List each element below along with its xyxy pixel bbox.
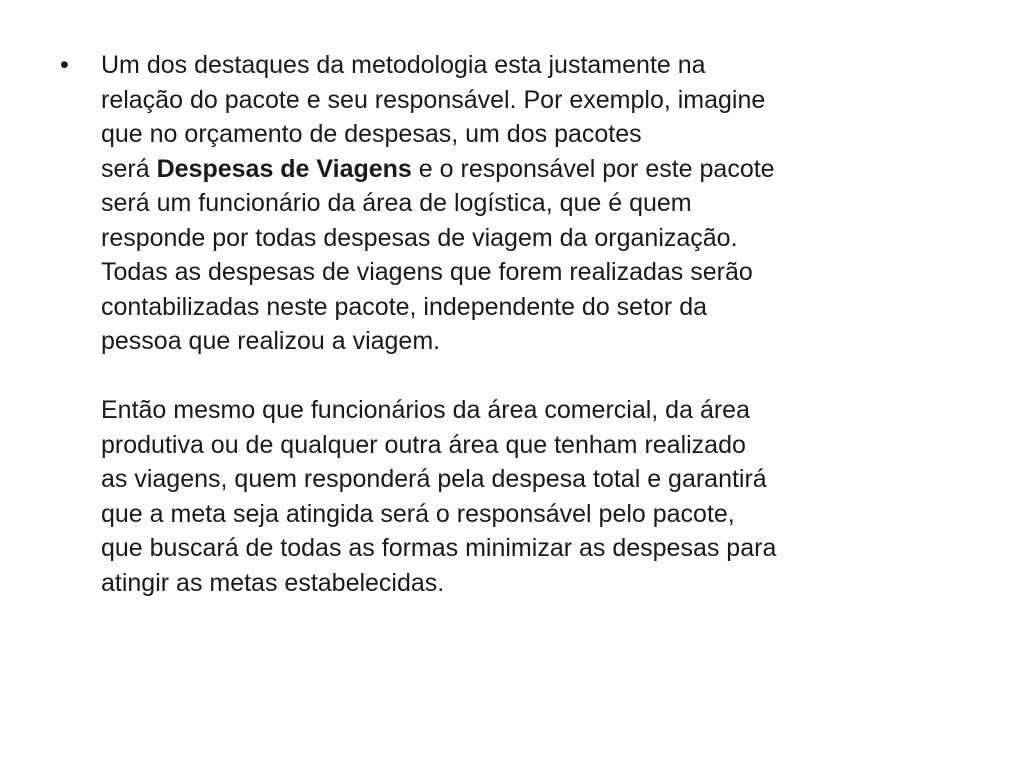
text-line-prefix: será <box>101 154 157 183</box>
text-line: Um dos destaques da metodologia esta justamente na <box>101 51 706 79</box>
text-line: Todas as despesas de viagens que forem realizadas serão <box>101 258 753 286</box>
text-line: que a meta seja atingida será o responsável pelo pacote, <box>101 499 735 528</box>
text-line: relação do pacote e seu responsável. Por exemplo, imagine <box>101 85 766 114</box>
bullet-item <box>60 48 970 600</box>
text-line: que no orçamento de despesas, um dos pacotes <box>101 120 642 148</box>
text-line: atingir as metas estabelecidas. <box>101 568 445 597</box>
bullet-text <box>101 48 970 600</box>
text-line: responde por todas despesas de viagem da organização. <box>101 223 738 252</box>
paragraph-2 <box>101 393 970 600</box>
text-line: Então mesmo que funcionários da área comercial, da área <box>101 396 750 424</box>
text-line: será um funcionário da área de logística, que é quem <box>101 189 692 217</box>
highlighted-package-name: Despesas de Viagens <box>156 154 412 183</box>
text-line: produtiva ou de qualquer outra área que tenham realizado <box>101 430 746 459</box>
text-line: pessoa que realizou a viagem. <box>101 327 441 355</box>
slide-content <box>60 48 970 600</box>
text-line: as viagens, quem responderá pela despesa total e garantirá <box>101 465 767 493</box>
text-line: que buscará de todas as formas minimizar as despesas para <box>101 534 777 562</box>
paragraph-1 <box>101 48 970 359</box>
text-line-suffix: e o responsável por este pacote <box>411 154 775 183</box>
bullet-icon: • <box>60 51 69 79</box>
text-line: contabilizadas neste pacote, independente do setor da <box>101 292 708 321</box>
